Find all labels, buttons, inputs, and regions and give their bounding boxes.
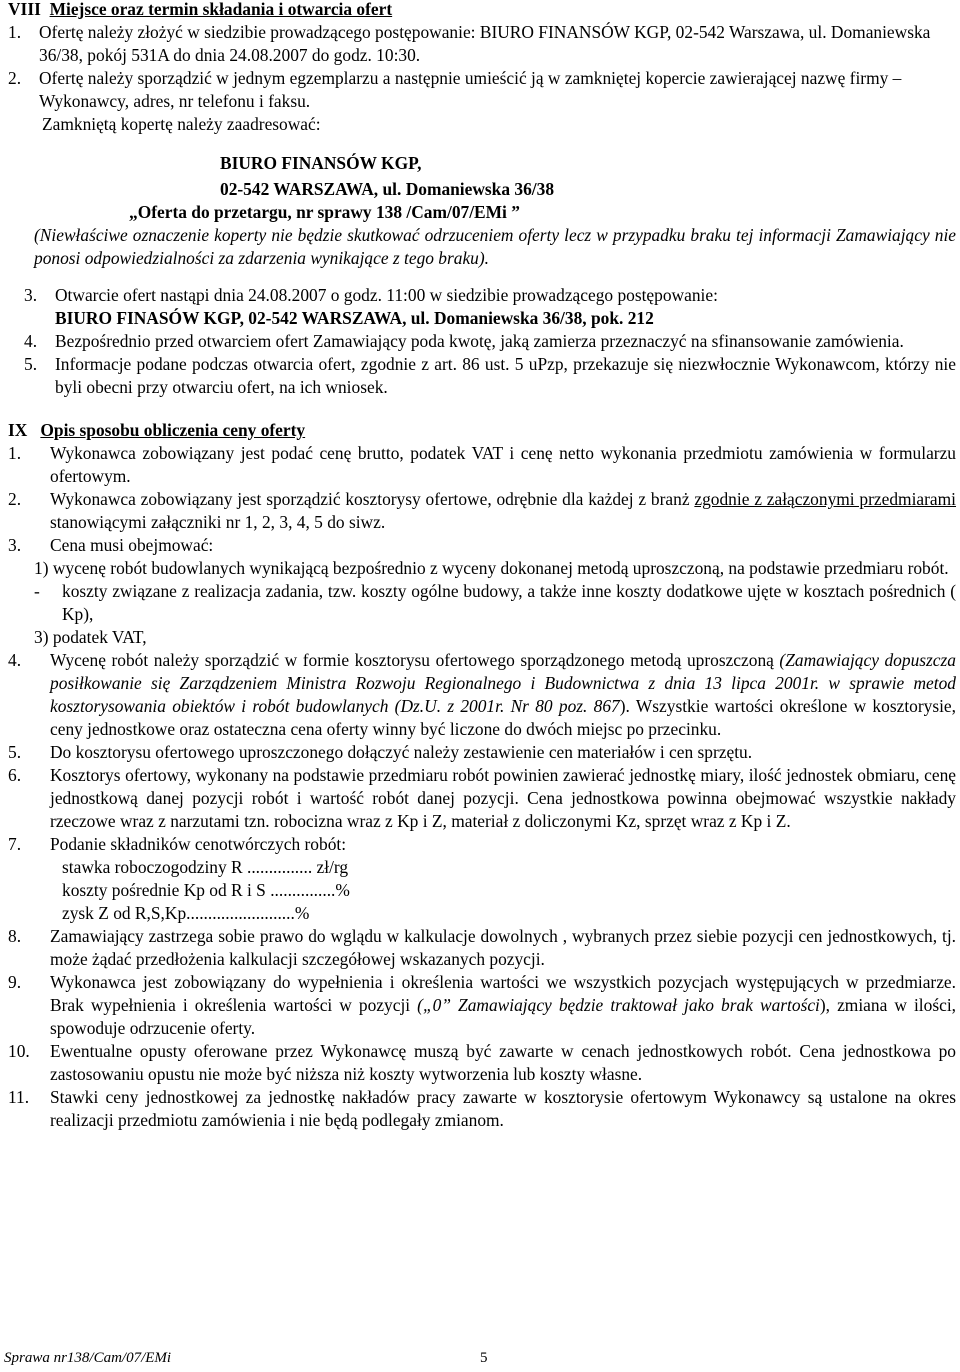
- item-text: Ewentualne opusty oferowane przez Wykonawcę muszą być zawarte w cenach jednostkowych robót. Cena jednostkowa po zastosowaniu opustu nie może być niższa niż koszty wytworzenia lub koszty własne.: [50, 1041, 956, 1084]
- item-number: 7.: [8, 834, 22, 854]
- item-number: 3.: [8, 535, 22, 555]
- item-text-part: Wykonawca zobowiązany jest sporządzić kosztorysy ofertowe, odrębnie dla każdej z branż: [50, 489, 695, 509]
- item-text-italic: („0” Zamawiający będzie traktował jako brak wartości: [417, 995, 820, 1015]
- list-item: [8, 925, 956, 971]
- item-number: 5.: [24, 354, 38, 374]
- item-text: Informacje podane podczas otwarcia ofert, zgodnie z art. 86 ust. 5 uPzp, przekazuje się niezwłocznie Wykonawcom, którzy nie byli obecni przy otwarciu ofert, na ich wniosek.: [55, 354, 956, 397]
- list-item: [8, 649, 956, 741]
- item-text: [50, 649, 956, 741]
- item-number: 8.: [8, 926, 22, 946]
- list-item: [8, 330, 956, 353]
- item-text: Kosztorys ofertowy, wykonany na podstawie przedmiaru robót powinien zawierać jednostkę miary, ilość jednostek obmiaru, cenę jednostkową danej pozycji robót i wartość robót danej pozycji. Cena jednostkowa powinna obejmować wszystkie nakłady rzeczowe wraz z narzutami tzn. robocizna wraz z Kp i Z, materiał z doliczonymi Kz, sprzęt wraz z Kp i Z.: [50, 765, 956, 831]
- item-number: 10.: [8, 1041, 30, 1061]
- list-item: [8, 353, 956, 399]
- item-text-part: Wycenę robót należy sporządzić w formie kosztorysu ofertowego sporządzonego metodą uproszczoną: [50, 650, 780, 670]
- dash-bullet: -: [34, 581, 40, 601]
- item-number: 4.: [8, 650, 22, 670]
- section-title: Opis sposobu obliczenia ceny oferty: [40, 420, 306, 440]
- list-item: [8, 21, 956, 67]
- list-item: [8, 67, 956, 113]
- item-text: [55, 284, 956, 330]
- item-number: 3.: [24, 285, 38, 305]
- sub-item-text: 1) wycenę robót budowlanych wynikającą bezpośrednio z wyceny dokonanej metodą uproszczoną, na podstawie przedmiaru robót.: [34, 558, 949, 578]
- list-item: [8, 1040, 956, 1086]
- item-text: Zamawiający zastrzega sobie prawo do wglądu w kalkulacje dowolnych , wybranych przez siebie pozycji cen jednostkowych, tj. może żądać przedłożenia kalkulacji szczegółowej wskazanych pozycji.: [50, 926, 956, 969]
- list-item: [8, 971, 956, 1040]
- section-ix: [0, 419, 960, 1132]
- item-number: 2.: [8, 68, 22, 88]
- item-text: [50, 971, 956, 1040]
- item-text: Podanie składników cenotwórczych robót:: [50, 834, 347, 854]
- section-roman: IX: [8, 420, 28, 440]
- sub-item: [8, 557, 956, 580]
- item-text-part: stanowiącymi załączniki nr 1, 2, 3, 4, 5 do siwz.: [50, 512, 386, 532]
- item-text: Do kosztorysu ofertowego uproszczonego dołączyć należy zestawienie cen materiałów i cen sprzętu.: [50, 742, 753, 762]
- list-item: [8, 764, 956, 833]
- item-text: Bezpośrednio przed otwarciem ofert Zamawiający poda kwotę, jaką zamierza przeznaczyć na sfinansowanie zamówienia.: [55, 331, 904, 351]
- item-text-part: ), zmiana w ilości, spowoduje odrzucenie oferty.: [50, 995, 956, 1038]
- page-number: 5: [480, 1350, 488, 1366]
- cost-component-line: stawka roboczogodziny R ............... zł/rg: [62, 857, 349, 877]
- item-text: Ofertę należy sporządzić w jednym egzemplarzu a następnie umieścić ją w zamkniętej kopercie zawierającej nazwę firmy – Wykonawcy, adres, nr telefonu i faksu.: [39, 68, 902, 111]
- list-item: [8, 534, 956, 557]
- item-text-underlined: zgodnie z załączonymi przedmiarami: [694, 489, 957, 509]
- item-number: 11.: [8, 1087, 30, 1107]
- case-reference: Sprawa nr138/Cam/07/EMi: [4, 1350, 172, 1366]
- list-item: [8, 284, 956, 330]
- item-text: Wykonawca zobowiązany jest podać cenę brutto, podatek VAT i cenę netto wykonania przedmiotu zamówienia w formularzu ofertowym.: [50, 443, 956, 486]
- section-viii-heading: [8, 0, 956, 21]
- item-text-part: ). Wszystkie wartości określone w kosztorysie, ceny jednostkowe oraz ostateczna cena oferty winny być liczone do dwóch miejsc po przecinku.: [50, 696, 956, 739]
- item-number: 4.: [24, 331, 38, 351]
- section-title: Miejsce oraz termin składania i otwarcia ofert: [49, 0, 393, 19]
- item-text-part: Wykonawca jest zobowiązany do wypełnienia i określenia wartości we wszystkich pozycjach występujących w przedmiarze. Brak wypełnienia i określenia wartości w pozycji: [50, 972, 956, 1015]
- item-text: Cena musi obejmować:: [50, 535, 214, 555]
- list-item: [8, 442, 956, 488]
- address-line: „Oferta do przetargu, nr sprawy 138 /Cam/07/EMi ”: [129, 202, 520, 222]
- item-number: 1.: [8, 22, 22, 42]
- address-line: 02-542 WARSZAWA, ul. Domaniewska 36/38: [220, 179, 555, 199]
- address-intro: Zamkniętą kopertę należy zaadresować:: [42, 114, 321, 134]
- list-item: [8, 833, 956, 856]
- item-text-bold: BIURO FINASÓW KGP, 02-542 WARSZAWA, ul. Domaniewska 36/38, pok. 212: [55, 308, 654, 328]
- item-text-part: Otwarcie ofert nastąpi dnia 24.08.2007 o godz. 11:00 w siedzibie prowadzącego postępowanie:: [55, 285, 718, 305]
- sub-item-text: 3) podatek VAT,: [34, 627, 147, 647]
- cost-component-line: koszty pośrednie Kp od R i S ...............%: [62, 880, 350, 900]
- section-roman: VIII: [8, 0, 41, 19]
- list-item: [8, 741, 956, 764]
- item-number: 1.: [8, 443, 22, 463]
- item-text: Ofertę należy złożyć w siedzibie prowadzącego postępowanie: BIURO FINANSÓW KGP, 02-542 Warszawa, ul. Domaniewska 36/38, pokój 531A do dnia 24.08.2007 do godz. 10:30.: [39, 22, 931, 65]
- item-number: 6.: [8, 765, 22, 785]
- envelope-note: (Niewłaściwe oznaczenie koperty nie będzie skutkować odrzuceniem oferty lecz w przypadku braku tej informacji Zamawiający nie ponosi odpowiedzialności za zdarzenia wynikające z tego braku).: [34, 225, 956, 268]
- item-text: Stawki ceny jednostkowej za jednostkę nakładów pracy zawarte w kosztorysie ofertowym Wykonawcy są ustalone na okres realizacji przedmiotu zamówienia i nie będą podlegały zmianom.: [50, 1087, 956, 1130]
- list-item: [8, 1086, 956, 1132]
- item-number: 2.: [8, 489, 22, 509]
- section-ix-heading: [8, 419, 956, 442]
- sub-item: [8, 580, 956, 626]
- sub-item-text: koszty związane z realizacja zadania, tzw. koszty ogólne budowy, a także inne koszty dodatkowe ujęte w kosztach pośrednich ( Kp),: [62, 581, 956, 624]
- item-text: [50, 488, 956, 534]
- cost-component-line: zysk Z od R,S,Kp.........................%: [62, 903, 310, 923]
- item-text-italic: (Zamawiający dopuszcza posiłkowanie się Zarządzeniem Ministra Rozwoju Regionalnego i Budownictwa z dnia 13 lipca 2001r. w sprawie metod kosztorysowania obiektów i robót budowlanych (Dz.U. z 2001r. Nr 80 poz. 867: [50, 650, 956, 716]
- page-footer: [4, 1349, 944, 1367]
- list-item: [8, 488, 956, 534]
- item-number: 5.: [8, 742, 22, 762]
- item-number: 9.: [8, 972, 22, 992]
- address-line: BIURO FINANSÓW KGP,: [220, 153, 422, 173]
- section-viii: [0, 0, 960, 399]
